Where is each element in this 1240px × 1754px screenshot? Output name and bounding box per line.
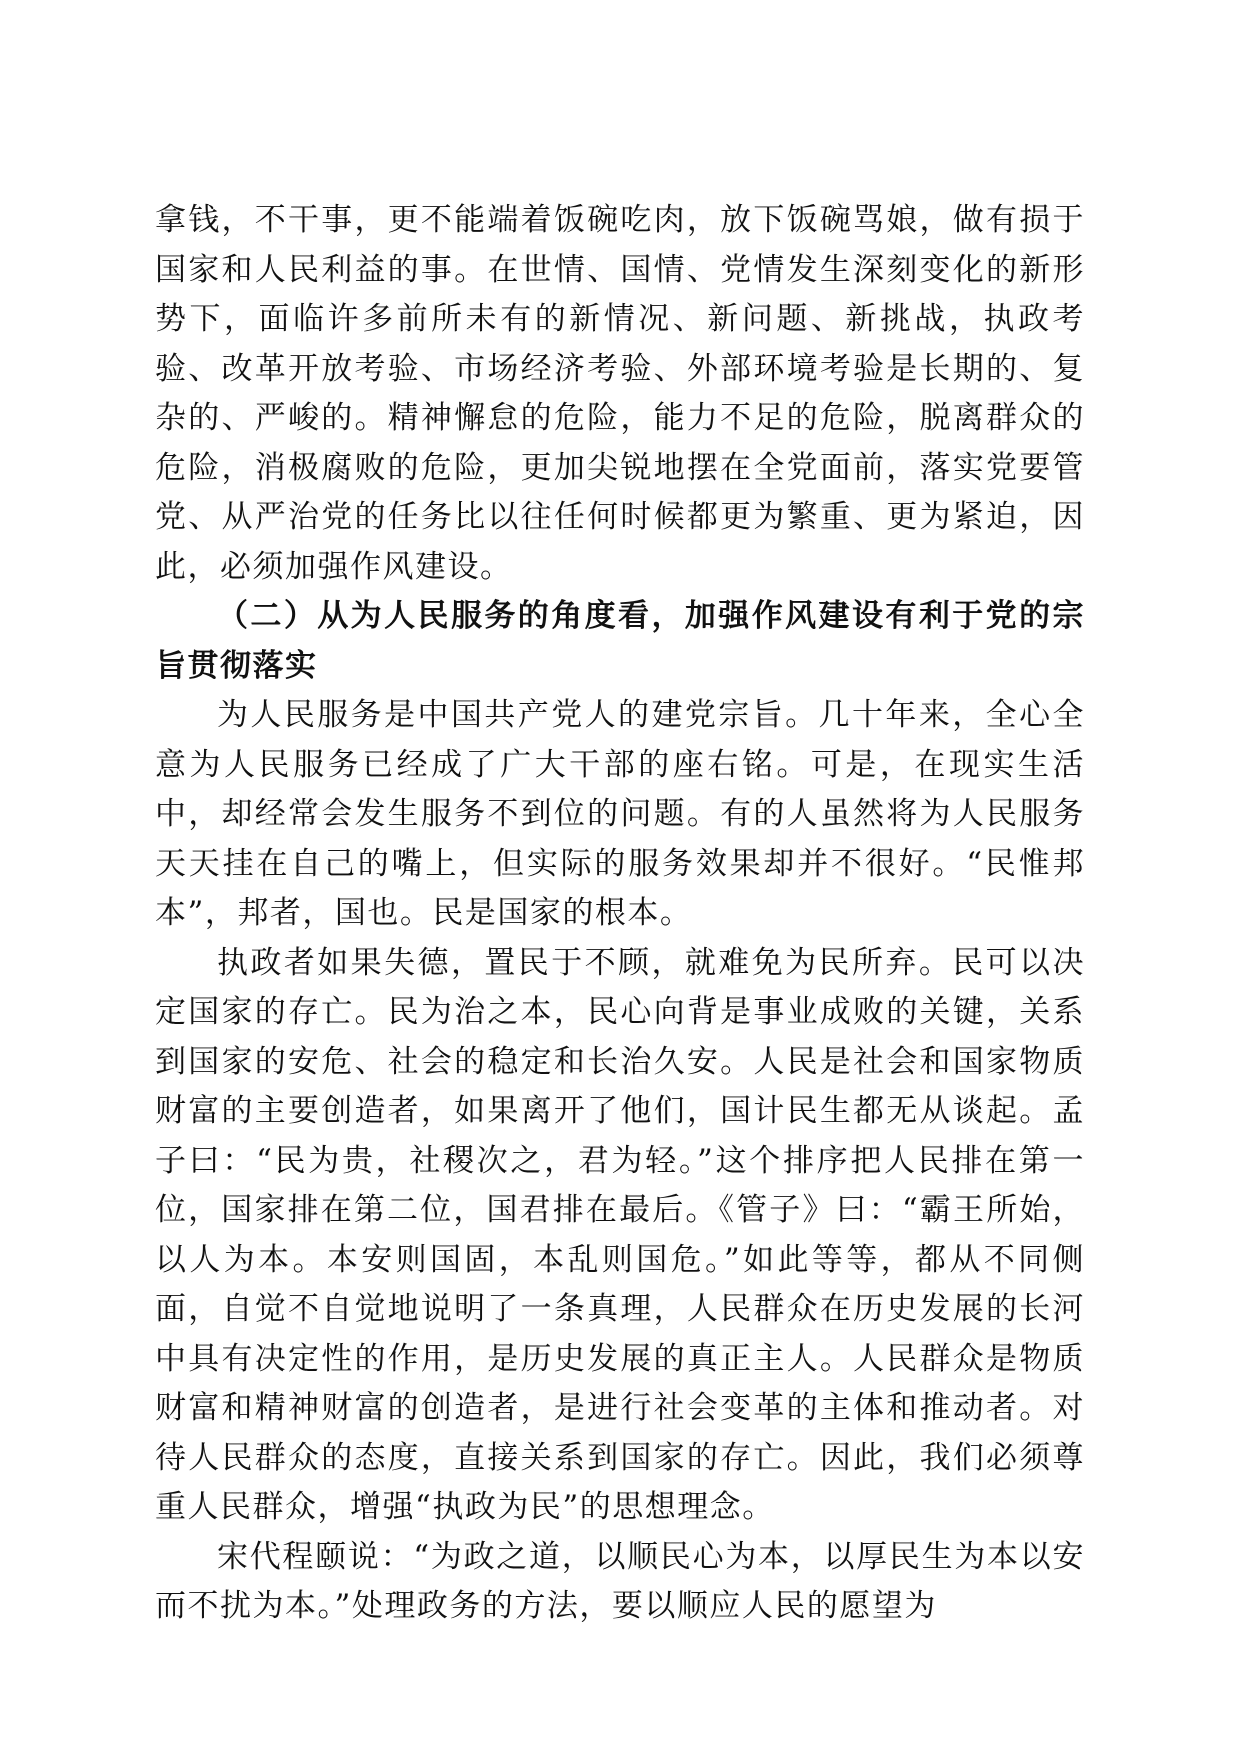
document-page (155, 196, 1085, 1632)
paragraph: 宋代程颐说：“为政之道，以顺民心为本，以厚民生为本以安而不扰为本。”处理政务的方法，要以顺应人民的愿望为 (155, 1538, 1085, 1624)
section-heading: （二）从为人民服务的角度看，加强作风建设有利于党的宗旨贯彻落实 (155, 598, 1085, 684)
paragraph: 为人民服务是中国共产党人的建党宗旨。几十年来，全心全意为人民服务已经成了广大干部的座右铭。可是，在现实生活中，却经常会发生服务不到位的问题。有的人虽然将为人民服务天天挂在自己的嘴上，但实际的服务效果却并不很好。“民惟邦本”，邦者，国也。民是国家的根本。 (155, 697, 1085, 931)
paragraph-continued: 拿钱，不干事，更不能端着饭碗吃肉，放下饭碗骂娘，做有损于国家和人民利益的事。在世情、国情、党情发生深刻变化的新形势下，面临许多前所未有的新情况、新问题、新挑战，执政考验、改革开放考验、市场经济考验、外部环境考验是长期的、复杂的、严峻的。精神懈怠的危险，能力不足的危险，脱离群众的危险，消极腐败的危险，更加尖锐地摆在全党面前，落实党要管党、从严治党的任务比以往任何时候都更为繁重、更为紧迫，因此，必须加强作风建设。 (155, 202, 1085, 585)
paragraph: 执政者如果失德，置民于不顾，就难免为民所弃。民可以决定国家的存亡。民为治之本，民心向背是事业成败的关键，关系到国家的安危、社会的稳定和长治久安。人民是社会和国家物质财富的主要创造者，如果离开了他们，国计民生都无从谈起。孟子曰：“民为贵，社稷次之，君为轻。”这个排序把人民排在第一位，国家排在第二位，国君排在最后。《管子》曰：“霸王所始，以人为本。本安则国固，本乱则国危。”如此等等，都从不同侧面，自觉不自觉地说明了一条真理，人民群众在历史发展的长河中具有决定性的作用，是历史发展的真正主人。人民群众是物质财富和精神财富的创造者，是进行社会变革的主体和推动者。对待人民群众的态度，直接关系到国家的存亡。因此，我们必须尊重人民群众，增强“执政为民”的思想理念。 (155, 944, 1085, 1525)
